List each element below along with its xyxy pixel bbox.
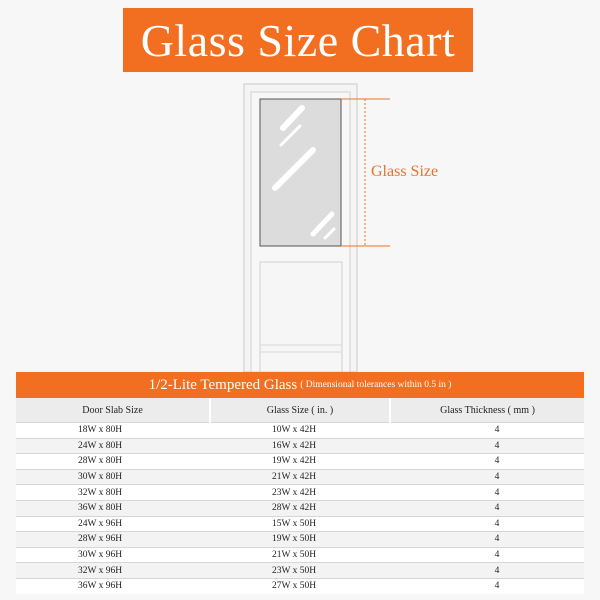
cell-glass-size: 27W x 50H bbox=[210, 578, 390, 593]
cell-glass-size: 21W x 50H bbox=[210, 547, 390, 563]
page-title: Glass Size Chart bbox=[140, 14, 456, 66]
cell-glass-size: 10W x 42H bbox=[210, 423, 390, 439]
cell-glass-size: 28W x 42H bbox=[210, 500, 390, 516]
cell-glass-size: 23W x 42H bbox=[210, 485, 390, 501]
cell-door-slab: 36W x 80H bbox=[16, 500, 210, 516]
cell-thickness: 4 bbox=[390, 500, 584, 516]
cell-door-slab: 36W x 96H bbox=[16, 578, 210, 593]
cell-glass-size: 19W x 50H bbox=[210, 532, 390, 548]
cell-door-slab: 24W x 96H bbox=[16, 516, 210, 532]
header-glass-size: Glass Size ( in. ) bbox=[210, 398, 390, 423]
cell-door-slab: 30W x 96H bbox=[16, 547, 210, 563]
table-note: ( Dimensional tolerances within 0.5 in ) bbox=[300, 380, 452, 390]
door-lower-panel bbox=[260, 262, 342, 372]
cell-thickness: 4 bbox=[390, 454, 584, 470]
glass-size-label: Glass Size bbox=[371, 163, 439, 180]
cell-door-slab: 18W x 80H bbox=[16, 423, 210, 439]
table-row bbox=[16, 485, 584, 501]
cell-thickness: 4 bbox=[390, 532, 584, 548]
cell-door-slab: 32W x 80H bbox=[16, 485, 210, 501]
table-row bbox=[16, 547, 584, 563]
table-row bbox=[16, 516, 584, 532]
cell-thickness: 4 bbox=[390, 516, 584, 532]
size-table bbox=[16, 398, 584, 594]
cell-glass-size: 21W x 42H bbox=[210, 469, 390, 485]
cell-door-slab: 24W x 80H bbox=[16, 438, 210, 454]
table-row bbox=[16, 578, 584, 593]
cell-glass-size: 23W x 50H bbox=[210, 563, 390, 579]
cell-door-slab: 28W x 96H bbox=[16, 532, 210, 548]
cell-glass-size: 16W x 42H bbox=[210, 438, 390, 454]
cell-glass-size: 19W x 42H bbox=[210, 454, 390, 470]
table-row bbox=[16, 532, 584, 548]
table-row bbox=[16, 500, 584, 516]
cell-thickness: 4 bbox=[390, 578, 584, 593]
cell-thickness: 4 bbox=[390, 438, 584, 454]
table-row bbox=[16, 438, 584, 454]
table-title: 1/2-Lite Tempered Glass bbox=[148, 376, 298, 393]
table-header-row bbox=[16, 398, 584, 423]
header-glass-thickness: Glass Thickness ( mm ) bbox=[390, 398, 584, 423]
cell-door-slab: 30W x 80H bbox=[16, 469, 210, 485]
table-row bbox=[16, 469, 584, 485]
glass-size-table bbox=[16, 372, 584, 594]
header-door-slab-size: Door Slab Size bbox=[16, 398, 210, 423]
table-banner bbox=[16, 372, 584, 398]
table-row bbox=[16, 563, 584, 579]
cell-door-slab: 28W x 80H bbox=[16, 454, 210, 470]
table-row bbox=[16, 423, 584, 439]
table-row bbox=[16, 454, 584, 470]
cell-glass-size: 15W x 50H bbox=[210, 516, 390, 532]
cell-thickness: 4 bbox=[390, 485, 584, 501]
cell-thickness: 4 bbox=[390, 423, 584, 439]
cell-door-slab: 32W x 96H bbox=[16, 563, 210, 579]
cell-thickness: 4 bbox=[390, 547, 584, 563]
cell-thickness: 4 bbox=[390, 563, 584, 579]
glass-pane bbox=[260, 99, 341, 246]
cell-thickness: 4 bbox=[390, 469, 584, 485]
